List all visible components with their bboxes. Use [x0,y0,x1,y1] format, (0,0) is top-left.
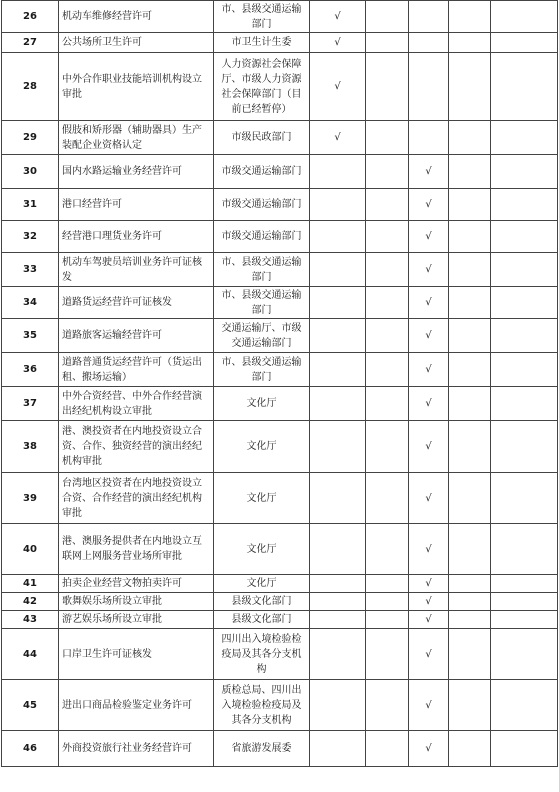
table-row [2,524,558,575]
check-mark-icon: √ [334,11,341,22]
check-cell [491,33,558,53]
issuing-department: 县级文化部门 [214,593,310,611]
issuing-department: 市卫生计生委 [214,33,310,53]
check-cell [409,1,449,33]
table-row [2,680,558,731]
check-cell [310,611,366,629]
check-cell [409,53,449,121]
issuing-department: 市级交通运输部门 [214,155,310,189]
check-cell [491,387,558,421]
check-mark-icon: √ [425,166,432,177]
issuing-department: 文化厅 [214,421,310,473]
check-cell [366,731,409,767]
check-cell [449,680,491,731]
check-cell [310,387,366,421]
permit-name: 公共场所卫生许可 [59,33,214,53]
check-cell [409,253,449,287]
check-cell [310,353,366,387]
permit-name: 中外合资经营、中外合作经营演出经纪机构设立审批 [59,387,214,421]
check-cell [366,189,409,221]
row-number: 39 [2,473,59,524]
check-cell [366,575,409,593]
check-cell [310,629,366,680]
table-row [2,629,558,680]
check-mark-icon: √ [425,648,432,660]
check-cell [491,121,558,155]
row-number: 42 [2,593,59,611]
check-cell [449,1,491,33]
check-cell [366,155,409,189]
row-number: 37 [2,387,59,421]
check-cell [491,575,558,593]
issuing-department: 文化厅 [214,387,310,421]
check-cell [366,680,409,731]
row-number: 28 [2,53,59,121]
permit-name: 港口经营许可 [59,189,214,221]
check-cell [491,524,558,575]
check-cell [409,189,449,221]
row-number: 40 [2,524,59,575]
check-cell [449,189,491,221]
check-mark-icon: √ [425,264,432,275]
row-number: 33 [2,253,59,287]
check-mark-icon: √ [334,81,341,92]
permit-name: 道路旅客运输经营许可 [59,319,214,353]
check-cell [310,155,366,189]
check-cell [449,155,491,189]
row-number: 32 [2,221,59,253]
check-cell [366,1,409,33]
table-row [2,353,558,387]
check-cell [491,731,558,767]
table-row [2,421,558,473]
check-cell [409,731,449,767]
issuing-department: 市级民政部门 [214,121,310,155]
check-cell [366,593,409,611]
check-cell [449,524,491,575]
check-mark-icon: √ [425,492,432,504]
table-row [2,287,558,319]
check-cell [409,593,449,611]
row-number: 38 [2,421,59,473]
check-mark-icon: √ [425,614,432,625]
check-cell [409,221,449,253]
check-cell [449,253,491,287]
permit-name: 道路货运经营许可证核发 [59,287,214,319]
table-row [2,593,558,611]
issuing-department: 市、县级交通运输部门 [214,287,310,319]
row-number: 30 [2,155,59,189]
check-cell [310,421,366,473]
check-cell [449,53,491,121]
check-cell [409,319,449,353]
check-cell [409,155,449,189]
row-number: 36 [2,353,59,387]
check-cell [491,221,558,253]
check-cell [366,319,409,353]
check-cell [409,33,449,53]
check-cell [409,287,449,319]
table-row [2,473,558,524]
permit-name: 道路普通货运经营许可（货运出租、搬场运输） [59,353,214,387]
check-mark-icon: √ [425,231,432,242]
check-cell [366,33,409,53]
check-cell [491,319,558,353]
table-row [2,319,558,353]
issuing-department: 市、县级交通运输部门 [214,1,310,33]
permit-name: 中外合作职业技能培训机构设立审批 [59,53,214,121]
issuing-department: 文化厅 [214,524,310,575]
permit-name: 港、澳服务提供者在内地设立互联网上网服务营业场所审批 [59,524,214,575]
check-cell [366,524,409,575]
check-mark-icon: √ [425,578,432,589]
row-number: 43 [2,611,59,629]
check-mark-icon: √ [425,199,432,210]
row-number: 29 [2,121,59,155]
table-row [2,387,558,421]
issuing-department: 文化厅 [214,473,310,524]
check-mark-icon: √ [425,330,432,341]
check-cell [310,33,366,53]
check-cell [491,287,558,319]
check-cell [491,1,558,33]
check-mark-icon: √ [425,543,432,555]
check-cell [449,353,491,387]
check-cell [449,629,491,680]
check-mark-icon: √ [425,297,432,308]
table-row [2,121,558,155]
check-mark-icon: √ [334,132,341,143]
check-cell [310,189,366,221]
check-cell [491,421,558,473]
check-cell [409,421,449,473]
check-cell [409,524,449,575]
table-row [2,253,558,287]
check-cell [409,680,449,731]
check-cell [491,629,558,680]
check-cell [491,189,558,221]
issuing-department: 人力资源社会保障厅、市级人力资源社会保障部门（目前已经暂停） [214,53,310,121]
check-cell [366,53,409,121]
check-mark-icon: √ [425,743,432,754]
check-cell [409,353,449,387]
check-mark-icon: √ [334,37,341,48]
issuing-department: 文化厅 [214,575,310,593]
check-cell [366,221,409,253]
issuing-department: 市、县级交通运输部门 [214,253,310,287]
permit-name: 机动车驾驶员培训业务许可证核发 [59,253,214,287]
permit-name: 台湾地区投资者在内地投资设立合资、合作经营的演出经纪机构审批 [59,473,214,524]
check-mark-icon: √ [425,699,432,711]
check-cell [366,421,409,473]
check-cell [449,221,491,253]
issuing-department: 质检总局、四川出入境检验检疫局及其各分支机构 [214,680,310,731]
check-cell [449,575,491,593]
check-cell [310,287,366,319]
row-number: 27 [2,33,59,53]
check-cell [310,221,366,253]
check-cell [449,593,491,611]
check-cell [449,287,491,319]
check-cell [449,473,491,524]
check-cell [491,473,558,524]
table-row [2,731,558,767]
check-cell [366,473,409,524]
check-cell [449,387,491,421]
permit-name: 拍卖企业经营文物拍卖许可 [59,575,214,593]
issuing-department: 交通运输厅、市级交通运输部门 [214,319,310,353]
check-cell [310,1,366,33]
check-cell [366,353,409,387]
check-cell [310,319,366,353]
table-row [2,611,558,629]
permit-name: 口岸卫生许可证核发 [59,629,214,680]
check-cell [491,680,558,731]
check-cell [491,611,558,629]
check-mark-icon: √ [425,398,432,409]
check-cell [409,629,449,680]
check-cell [409,611,449,629]
table-body [2,1,558,767]
issuing-department: 市级交通运输部门 [214,221,310,253]
permit-name: 假肢和矫形器（辅助器具）生产装配企业资格认定 [59,121,214,155]
table-row [2,575,558,593]
check-cell [491,593,558,611]
check-cell [310,575,366,593]
check-cell [310,731,366,767]
table-row [2,33,558,53]
row-number: 35 [2,319,59,353]
check-cell [310,593,366,611]
table-row [2,221,558,253]
permit-name: 经营港口理货业务许可 [59,221,214,253]
row-number: 34 [2,287,59,319]
check-cell [491,155,558,189]
check-cell [491,53,558,121]
check-cell [310,253,366,287]
check-mark-icon: √ [425,441,432,452]
check-cell [409,575,449,593]
check-cell [449,319,491,353]
permit-name: 国内水路运输业务经营许可 [59,155,214,189]
check-cell [366,387,409,421]
check-cell [366,287,409,319]
issuing-department: 市、县级交通运输部门 [214,353,310,387]
check-cell [449,611,491,629]
check-cell [409,473,449,524]
check-cell [491,253,558,287]
issuing-department: 省旅游发展委 [214,731,310,767]
table-row [2,155,558,189]
check-cell [310,53,366,121]
check-cell [449,121,491,155]
check-cell [310,680,366,731]
check-cell [366,121,409,155]
check-cell [409,121,449,155]
table-row [2,189,558,221]
check-cell [310,473,366,524]
row-number: 31 [2,189,59,221]
permit-name: 机动车维修经营许可 [59,1,214,33]
check-cell [491,353,558,387]
check-mark-icon: √ [425,364,432,375]
permit-name: 歌舞娱乐场所设立审批 [59,593,214,611]
permit-table [1,0,558,767]
row-number: 46 [2,731,59,767]
table-row [2,1,558,33]
check-mark-icon: √ [425,596,432,607]
check-cell [366,253,409,287]
issuing-department: 四川出入境检验检疫局及其各分支机构 [214,629,310,680]
row-number: 44 [2,629,59,680]
issuing-department: 县级文化部门 [214,611,310,629]
row-number: 45 [2,680,59,731]
check-cell [409,387,449,421]
permit-name: 游艺娱乐场所设立审批 [59,611,214,629]
check-cell [449,421,491,473]
check-cell [449,33,491,53]
table-row [2,53,558,121]
issuing-department: 市级交通运输部门 [214,189,310,221]
check-cell [310,121,366,155]
row-number: 26 [2,1,59,33]
permit-name: 进出口商品检验鉴定业务许可 [59,680,214,731]
permit-name: 外商投资旅行社业务经营许可 [59,731,214,767]
row-number: 41 [2,575,59,593]
check-cell [449,731,491,767]
check-cell [366,611,409,629]
check-cell [310,524,366,575]
permit-name: 港、澳投资者在内地投资设立合资、合作、独资经营的演出经纪机构审批 [59,421,214,473]
check-cell [366,629,409,680]
